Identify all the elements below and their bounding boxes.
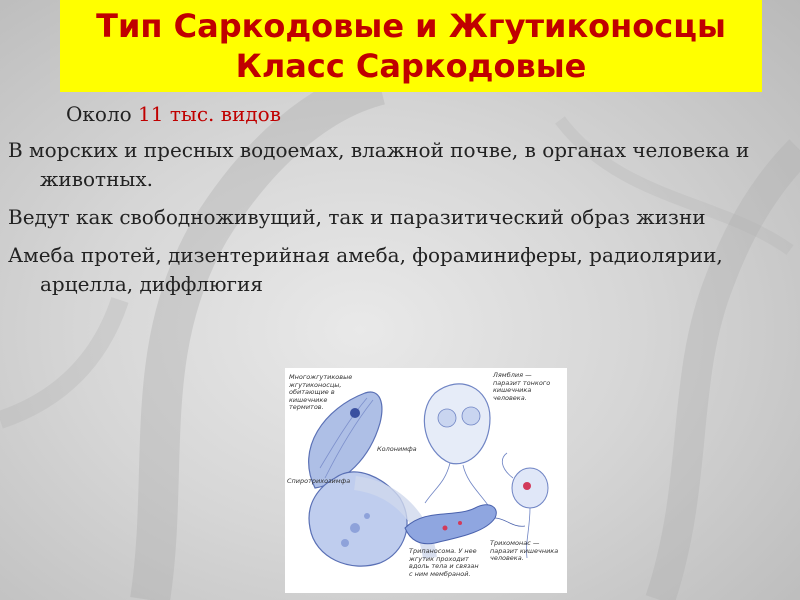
protozoa-illustration — [285, 368, 567, 593]
paragraph-examples: Амеба протей, дизентерийная амеба, фораминиферы, радиолярии, арцелла, диффлюгия — [8, 243, 723, 296]
caption-trypanosome: Трипаносома. У нее жгутик проходит вдоль тела и связан с ним мембраной. — [409, 547, 479, 578]
species-count-value: 11 тыс. видов — [138, 102, 281, 126]
caption-spirotrichonympha: Спиротрихозимфа — [287, 477, 351, 485]
species-count — [66, 100, 798, 128]
title-banner — [60, 0, 762, 92]
trypanosome-drawing — [405, 505, 525, 544]
species-count-prefix: Около — [66, 102, 139, 126]
caption-giardia: Лямблия — паразит тонкого кишечника человека. — [493, 371, 551, 402]
paragraph-lifestyle: Ведут как свободноживущий, так и паразитический образ жизни — [8, 205, 706, 229]
title-line-1: Тип Саркодовые и Жгутиконосцы — [96, 7, 726, 45]
caption-termite-flagellates: Многожгутиковые жгутиконосцы, обитающие в кишечнике термитов. — [289, 373, 353, 411]
slide-content — [8, 100, 798, 308]
title-line-2: Класс Саркодовые — [235, 47, 587, 85]
paragraph-habitat: В морских и пресных водоемах, влажной почве, в органах человека и животных. — [8, 138, 750, 191]
caption-colonymph: Колонимфа — [377, 445, 417, 453]
caption-trichomonas: Трихомонас — паразит кишечника человека. — [490, 539, 559, 562]
